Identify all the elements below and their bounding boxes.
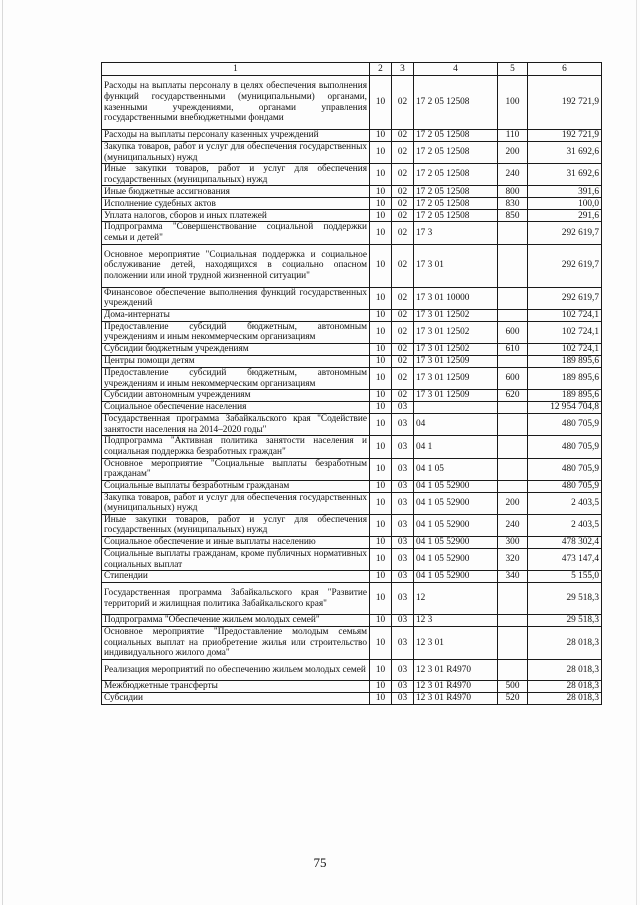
row-subsection: 02 — [392, 367, 414, 389]
row-expense-type — [498, 309, 528, 321]
row-section: 10 — [370, 492, 392, 514]
row-subsection: 03 — [392, 436, 414, 458]
row-subsection: 02 — [392, 222, 414, 244]
row-subsection: 03 — [392, 615, 414, 627]
row-section: 10 — [370, 130, 392, 142]
row-subsection: 02 — [392, 130, 414, 142]
table-row — [102, 480, 602, 492]
row-expense-type: 600 — [498, 367, 528, 389]
table-row — [102, 402, 602, 414]
row-target-code: 17 3 01 12509 — [414, 355, 498, 367]
row-amount: 473 147,4 — [528, 549, 602, 571]
row-target-code: 12 — [414, 583, 498, 615]
row-amount: 480 705,9 — [528, 414, 602, 436]
row-section: 10 — [370, 627, 392, 660]
row-amount: 292 619,7 — [528, 287, 602, 309]
row-target-code: 17 3 01 12502 — [414, 309, 498, 321]
row-expense-type: 610 — [498, 343, 528, 355]
row-name: Социальные выплаты гражданам, кроме публичных нормативных социальных выплат — [102, 549, 370, 571]
row-target-code: 04 1 05 52900 — [414, 480, 498, 492]
row-section: 10 — [370, 164, 392, 186]
row-name: Государственная программа Забайкальского края "Содействие занятости населения на 2014–2020 годы" — [102, 414, 370, 436]
row-expense-type: 520 — [498, 693, 528, 705]
table-row — [102, 571, 602, 583]
row-expense-type — [498, 222, 528, 244]
row-expense-type: 800 — [498, 186, 528, 198]
row-subsection: 03 — [392, 693, 414, 705]
row-subsection: 03 — [392, 583, 414, 615]
table-row — [102, 309, 602, 321]
row-target-code: 17 2 05 12508 — [414, 198, 498, 210]
row-amount: 480 705,9 — [528, 436, 602, 458]
row-target-code: 12 3 01 — [414, 627, 498, 660]
row-target-code: 12 3 01 R4970 — [414, 681, 498, 693]
row-subsection: 02 — [392, 355, 414, 367]
row-amount: 2 403,5 — [528, 514, 602, 536]
row-name: Стипендии — [102, 571, 370, 583]
row-expense-type: 830 — [498, 198, 528, 210]
row-subsection: 03 — [392, 458, 414, 480]
row-section: 10 — [370, 222, 392, 244]
row-expense-type — [498, 583, 528, 615]
row-expense-type: 320 — [498, 549, 528, 571]
table-row — [102, 367, 602, 389]
row-name: Уплата налогов, сборов и иных платежей — [102, 210, 370, 222]
row-subsection: 02 — [392, 164, 414, 186]
table-row — [102, 583, 602, 615]
table-row — [102, 549, 602, 571]
row-subsection: 03 — [392, 571, 414, 583]
row-amount: 189 895,6 — [528, 355, 602, 367]
row-subsection: 02 — [392, 210, 414, 222]
row-section: 10 — [370, 287, 392, 309]
row-amount: 100,0 — [528, 198, 602, 210]
row-name: Финансовое обеспечение выполнения функций государственных учреждений — [102, 287, 370, 309]
row-amount: 102 724,1 — [528, 343, 602, 355]
row-target-code: 17 3 01 — [414, 244, 498, 287]
table-row — [102, 210, 602, 222]
row-amount: 5 155,0 — [528, 571, 602, 583]
row-name: Субсидии — [102, 693, 370, 705]
row-section: 10 — [370, 402, 392, 414]
row-amount: 189 895,6 — [528, 390, 602, 402]
table-row — [102, 627, 602, 660]
row-subsection: 03 — [392, 549, 414, 571]
row-amount: 28 018,3 — [528, 681, 602, 693]
page-number: 75 — [313, 855, 327, 870]
row-section: 10 — [370, 660, 392, 681]
table-row — [102, 142, 602, 164]
row-section: 10 — [370, 343, 392, 355]
row-amount: 28 018,3 — [528, 660, 602, 681]
row-name: Предоставление субсидий бюджетным, автономным учреждениям и иным некоммерческим организациям — [102, 367, 370, 389]
row-amount: 480 705,9 — [528, 480, 602, 492]
row-subsection: 02 — [392, 309, 414, 321]
row-subsection: 02 — [392, 390, 414, 402]
row-expense-type — [498, 660, 528, 681]
scan-edge-right — [636, 0, 637, 905]
row-expense-type — [498, 458, 528, 480]
row-target-code: 17 3 01 12502 — [414, 343, 498, 355]
row-target-code: 17 2 05 12508 — [414, 164, 498, 186]
row-subsection: 02 — [392, 142, 414, 164]
row-section: 10 — [370, 615, 392, 627]
table-row — [102, 244, 602, 287]
row-target-code: 04 1 05 52900 — [414, 492, 498, 514]
table-row — [102, 198, 602, 210]
row-expense-type: 300 — [498, 537, 528, 549]
row-subsection: 02 — [392, 198, 414, 210]
row-expense-type: 340 — [498, 571, 528, 583]
row-name: Основное мероприятие "Предоставление молодым семьям социальных выплат на приобретение жилья или строительство индивидуального жилого дома" — [102, 627, 370, 660]
row-subsection: 03 — [392, 681, 414, 693]
column-header-2: 2 — [370, 63, 392, 76]
row-name: Исполнение судебных актов — [102, 198, 370, 210]
row-section: 10 — [370, 210, 392, 222]
row-target-code: 04 1 05 52900 — [414, 549, 498, 571]
row-subsection: 02 — [392, 244, 414, 287]
row-name: Расходы на выплаты персоналу казенных учреждений — [102, 130, 370, 142]
row-target-code: 04 1 05 52900 — [414, 537, 498, 549]
row-subsection: 03 — [392, 627, 414, 660]
table-row — [102, 492, 602, 514]
row-subsection: 03 — [392, 492, 414, 514]
row-expense-type — [498, 627, 528, 660]
row-name: Социальное обеспечение населения — [102, 402, 370, 414]
row-section: 10 — [370, 537, 392, 549]
row-section: 10 — [370, 390, 392, 402]
row-amount: 28 018,3 — [528, 693, 602, 705]
row-subsection: 03 — [392, 514, 414, 536]
row-expense-type — [498, 402, 528, 414]
row-name: Предоставление субсидий бюджетным, автономным учреждениям и иным некоммерческим организациям — [102, 321, 370, 343]
row-section: 10 — [370, 367, 392, 389]
row-target-code: 04 1 05 52900 — [414, 571, 498, 583]
row-name: Иные бюджетные ассигнования — [102, 186, 370, 198]
table-row — [102, 76, 602, 130]
row-subsection: 03 — [392, 402, 414, 414]
row-subsection: 03 — [392, 480, 414, 492]
row-name: Основное мероприятие "Социальные выплаты безработным гражданам" — [102, 458, 370, 480]
row-target-code: 17 2 05 12508 — [414, 186, 498, 198]
row-target-code: 04 1 — [414, 436, 498, 458]
row-section: 10 — [370, 571, 392, 583]
column-header-1: 1 — [102, 63, 370, 76]
row-expense-type: 200 — [498, 492, 528, 514]
row-amount: 192 721,9 — [528, 130, 602, 142]
row-subsection: 03 — [392, 414, 414, 436]
row-section: 10 — [370, 76, 392, 130]
row-target-code: 12 3 01 R4970 — [414, 660, 498, 681]
column-header-6: 6 — [528, 63, 602, 76]
row-expense-type: 600 — [498, 321, 528, 343]
row-name: Иные закупки товаров, работ и услуг для обеспечения государственных (муниципальных) нужд — [102, 164, 370, 186]
row-amount: 29 518,3 — [528, 615, 602, 627]
row-target-code: 17 2 05 12508 — [414, 210, 498, 222]
row-subsection: 02 — [392, 76, 414, 130]
table-row — [102, 186, 602, 198]
table-row — [102, 164, 602, 186]
column-header-5: 5 — [498, 63, 528, 76]
row-target-code — [414, 402, 498, 414]
table-row — [102, 615, 602, 627]
column-header-4: 4 — [414, 63, 498, 76]
row-expense-type: 850 — [498, 210, 528, 222]
row-section: 10 — [370, 681, 392, 693]
row-name: Субсидии бюджетным учреждениям — [102, 343, 370, 355]
table-row — [102, 355, 602, 367]
table-row — [102, 514, 602, 536]
budget-table — [101, 62, 602, 705]
row-section: 10 — [370, 309, 392, 321]
row-section: 10 — [370, 514, 392, 536]
row-name: Субсидии автономным учреждениям — [102, 390, 370, 402]
row-target-code: 04 1 05 — [414, 458, 498, 480]
row-expense-type — [498, 244, 528, 287]
row-section: 10 — [370, 244, 392, 287]
row-target-code: 12 3 — [414, 615, 498, 627]
row-amount: 28 018,3 — [528, 627, 602, 660]
row-expense-type: 240 — [498, 514, 528, 536]
row-subsection: 02 — [392, 343, 414, 355]
row-target-code: 17 3 01 12509 — [414, 367, 498, 389]
row-name: Закупка товаров, работ и услуг для обеспечения государственных (муниципальных) нужд — [102, 492, 370, 514]
row-target-code: 17 3 — [414, 222, 498, 244]
row-amount: 480 705,9 — [528, 458, 602, 480]
row-section: 10 — [370, 693, 392, 705]
table-row — [102, 222, 602, 244]
row-subsection: 03 — [392, 660, 414, 681]
row-target-code: 04 1 05 52900 — [414, 514, 498, 536]
row-name: Социальное обеспечение и иные выплаты населению — [102, 537, 370, 549]
row-amount: 29 518,3 — [528, 583, 602, 615]
row-expense-type — [498, 414, 528, 436]
row-name: Реализация мероприятий по обеспечению жильем молодых семей — [102, 660, 370, 681]
header-row — [102, 63, 602, 76]
row-name: Дома-интернаты — [102, 309, 370, 321]
row-target-code: 17 3 01 12502 — [414, 321, 498, 343]
row-target-code: 12 3 01 R4970 — [414, 693, 498, 705]
row-amount: 292 619,7 — [528, 222, 602, 244]
row-name: Основное мероприятие "Социальная поддержка и социальное обслуживание детей, находящихся в социально опасном положении или иной трудной жизненной ситуации" — [102, 244, 370, 287]
row-name: Иные закупки товаров, работ и услуг для обеспечения государственных (муниципальных) нужд — [102, 514, 370, 536]
row-amount: 12 954 704,8 — [528, 402, 602, 414]
row-section: 10 — [370, 480, 392, 492]
row-section: 10 — [370, 583, 392, 615]
scan-edge-left — [2, 0, 3, 905]
table-row — [102, 537, 602, 549]
row-name: Центры помощи детям — [102, 355, 370, 367]
row-expense-type — [498, 287, 528, 309]
row-amount: 291,6 — [528, 210, 602, 222]
row-amount: 189 895,6 — [528, 367, 602, 389]
row-section: 10 — [370, 321, 392, 343]
row-expense-type — [498, 436, 528, 458]
row-subsection: 03 — [392, 537, 414, 549]
table-row — [102, 130, 602, 142]
row-name: Подпрограмма "Совершенствование социальной поддержки семьи и детей" — [102, 222, 370, 244]
row-amount: 31 692,6 — [528, 142, 602, 164]
row-expense-type: 110 — [498, 130, 528, 142]
row-name: Закупка товаров, работ и услуг для обеспечения государственных (муниципальных) нужд — [102, 142, 370, 164]
row-amount: 192 721,9 — [528, 76, 602, 130]
row-amount: 478 302,4 — [528, 537, 602, 549]
table-row — [102, 414, 602, 436]
row-amount: 31 692,6 — [528, 164, 602, 186]
row-amount: 292 619,7 — [528, 244, 602, 287]
row-name: Межбюджетные трансферты — [102, 681, 370, 693]
table-row — [102, 693, 602, 705]
row-section: 10 — [370, 458, 392, 480]
row-expense-type: 240 — [498, 164, 528, 186]
table-row — [102, 681, 602, 693]
row-target-code: 04 — [414, 414, 498, 436]
row-expense-type — [498, 355, 528, 367]
row-target-code: 17 2 05 12508 — [414, 130, 498, 142]
row-name: Расходы на выплаты персоналу в целях обеспечения выполнения функций государственными (муниципальными) органами, казенными учреждениями, органами управления государственными внебюджетными фондами — [102, 76, 370, 130]
row-expense-type — [498, 615, 528, 627]
row-target-code: 17 2 05 12508 — [414, 76, 498, 130]
row-amount: 2 403,5 — [528, 492, 602, 514]
row-name: Подпрограмма "Обеспечение жильем молодых семей" — [102, 615, 370, 627]
row-target-code: 17 2 05 12508 — [414, 142, 498, 164]
row-expense-type: 200 — [498, 142, 528, 164]
table-row — [102, 436, 602, 458]
row-target-code: 17 3 01 10000 — [414, 287, 498, 309]
row-amount: 102 724,1 — [528, 309, 602, 321]
row-subsection: 02 — [392, 186, 414, 198]
row-expense-type: 620 — [498, 390, 528, 402]
row-subsection: 02 — [392, 321, 414, 343]
row-section: 10 — [370, 549, 392, 571]
row-expense-type: 100 — [498, 76, 528, 130]
table-row — [102, 287, 602, 309]
row-amount: 391,6 — [528, 186, 602, 198]
row-section: 10 — [370, 186, 392, 198]
row-subsection: 02 — [392, 287, 414, 309]
table-row — [102, 321, 602, 343]
row-name: Социальные выплаты безработным гражданам — [102, 480, 370, 492]
table-row — [102, 660, 602, 681]
row-amount: 102 724,1 — [528, 321, 602, 343]
row-expense-type — [498, 480, 528, 492]
row-name: Государственная программа Забайкальского края "Развитие территорий и жилищная политика Забайкальского края" — [102, 583, 370, 615]
row-section: 10 — [370, 142, 392, 164]
row-section: 10 — [370, 198, 392, 210]
row-target-code: 17 3 01 12509 — [414, 390, 498, 402]
table-row — [102, 390, 602, 402]
table-body — [102, 76, 602, 705]
table-row — [102, 458, 602, 480]
table-row — [102, 343, 602, 355]
row-name: Подпрограмма "Активная политика занятости населения и социальная поддержка безработных граждан" — [102, 436, 370, 458]
row-expense-type: 500 — [498, 681, 528, 693]
row-section: 10 — [370, 414, 392, 436]
row-section: 10 — [370, 436, 392, 458]
column-header-3: 3 — [392, 63, 414, 76]
row-section: 10 — [370, 355, 392, 367]
